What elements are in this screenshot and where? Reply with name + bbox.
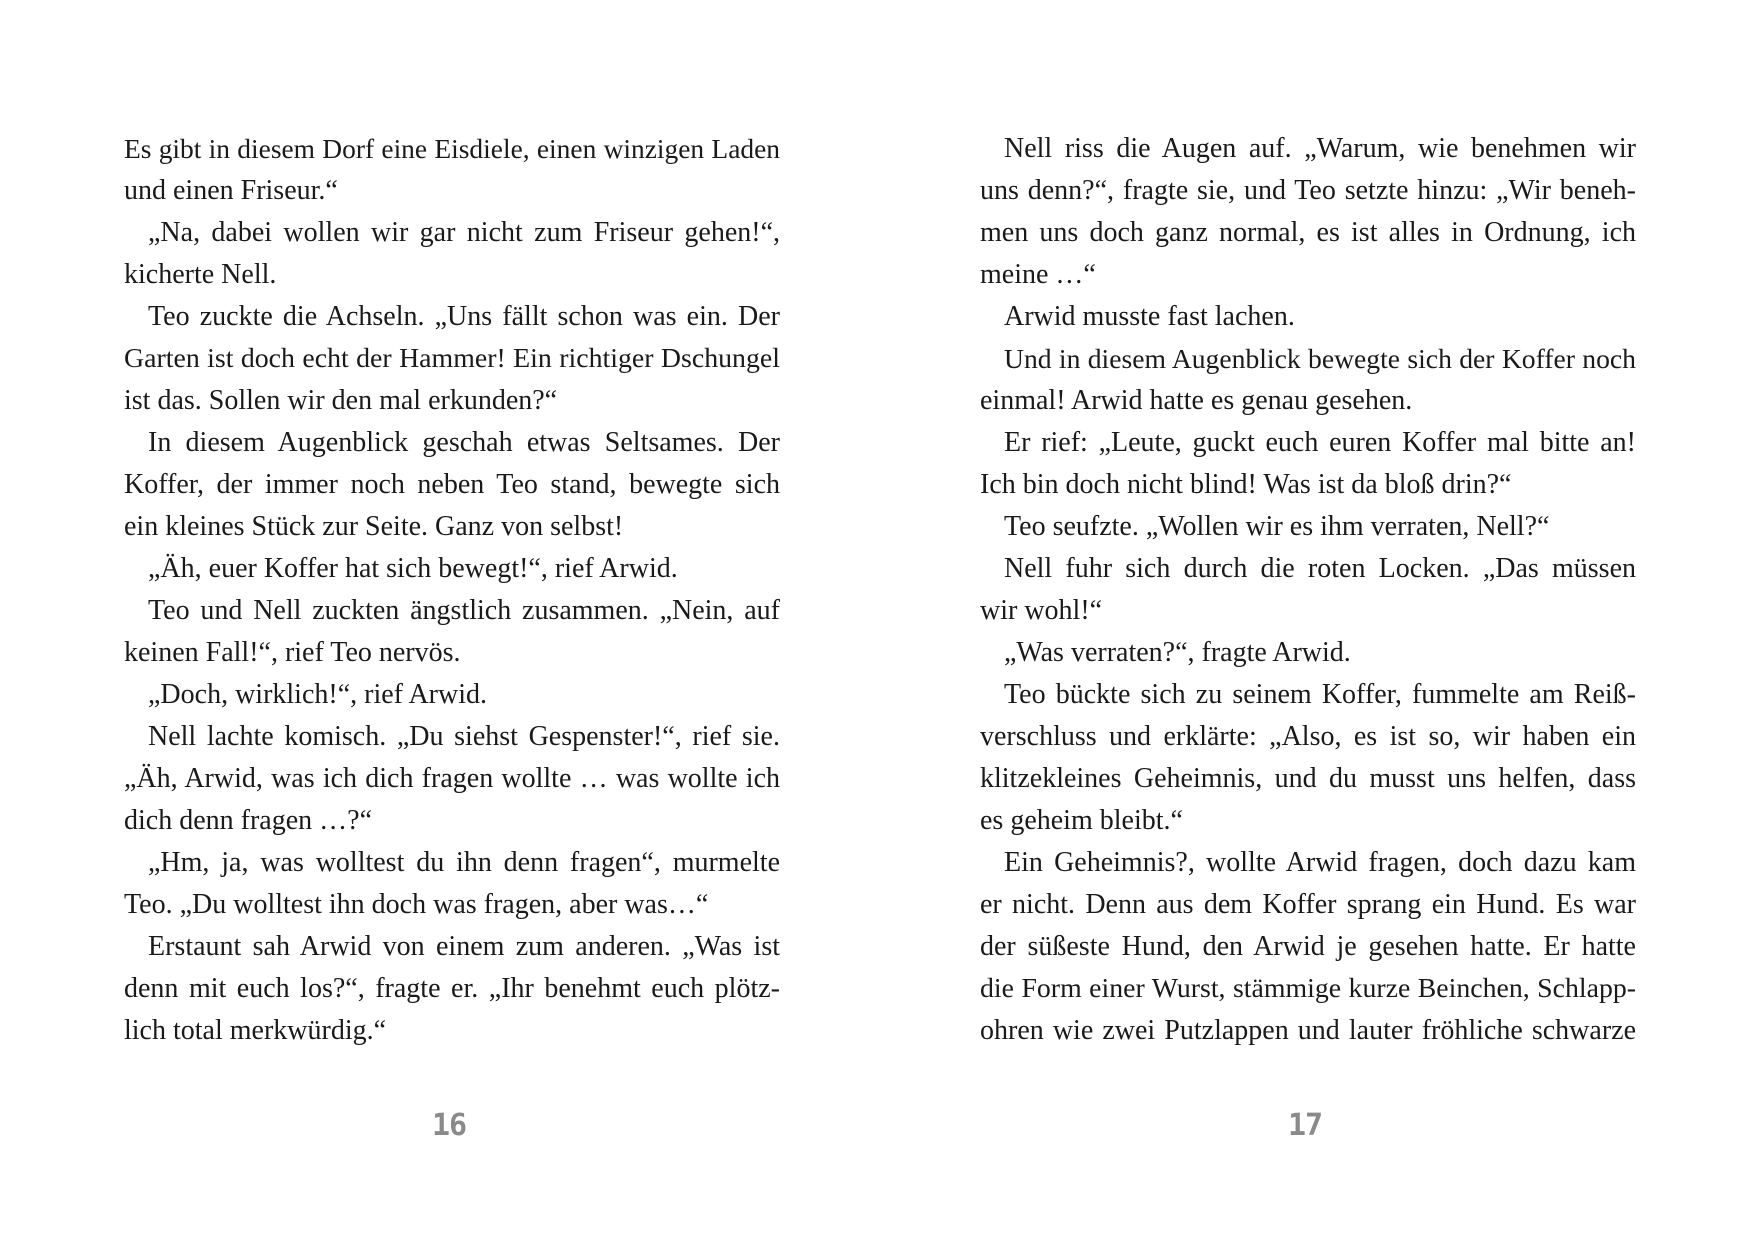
text-line: verschluss und erklärte: „Also, es ist so, wir haben ein bbox=[980, 721, 1636, 752]
text-line: die Form einer Wurst, stämmige kurze Beinchen, Schlapp- bbox=[980, 973, 1636, 1004]
text-line: kicherte Nell. bbox=[124, 259, 277, 290]
text-line: Erstaunt sah Arwid von einem zum anderen. „Was ist bbox=[148, 931, 780, 962]
text-line: Es gibt in diesem Dorf eine Eisdiele, einen winzigen Laden bbox=[124, 134, 780, 164]
text-line: meine …“ bbox=[980, 259, 1096, 290]
text-line: denn mit euch los?“, fragte er. „Ihr benehmt euch plötz- bbox=[124, 973, 780, 1004]
text-line: Nell lachte komisch. „Du siehst Gespenster!“, rief sie. bbox=[148, 721, 780, 752]
right-page-text bbox=[980, 128, 1636, 1052]
left-page-text bbox=[124, 128, 780, 1052]
text-line: Teo zuckte die Achseln. „Uns fällt schon was ein. Der bbox=[148, 301, 780, 332]
text-line: Teo seufzte. „Wollen wir es ihm verraten, Nell?“ bbox=[1004, 511, 1550, 542]
page-number-left: 16 bbox=[431, 1108, 467, 1143]
text-line: wir wohl!“ bbox=[980, 595, 1103, 626]
text-line: „Na, dabei wollen wir gar nicht zum Friseur gehen!“, bbox=[148, 217, 780, 248]
text-line: dich denn fragen …?“ bbox=[124, 805, 372, 836]
text-line: lich total merkwürdig.“ bbox=[124, 1015, 387, 1046]
text-line: und einen Friseur.“ bbox=[124, 175, 338, 206]
text-line: „Hm, ja, was wolltest du ihn denn fragen“, murmelte bbox=[148, 847, 780, 878]
text-line: In diesem Augenblick geschah etwas Seltsames. Der bbox=[148, 427, 780, 458]
text-line: „Doch, wirklich!“, rief Arwid. bbox=[148, 679, 487, 710]
text-line: Teo bückte sich zu seinem Koffer, fummelte am Reiß- bbox=[1004, 679, 1636, 710]
text-line: Koffer, der immer noch neben Teo stand, bewegte sich bbox=[124, 469, 780, 500]
text-line: der süßeste Hund, den Arwid je gesehen hatte. Er hatte bbox=[980, 931, 1636, 962]
text-line: „Äh, Arwid, was ich dich fragen wollte … was wollte ich bbox=[124, 763, 780, 794]
text-line: Nell fuhr sich durch die roten Locken. „Das müssen bbox=[1004, 553, 1636, 584]
text-line: Arwid musste fast lachen. bbox=[1004, 301, 1295, 332]
text-line: Teo. „Du wolltest ihn doch was fragen, aber was…“ bbox=[124, 889, 709, 920]
text-line: klitzekleines Geheimnis, und du musst uns helfen, dass bbox=[980, 763, 1636, 794]
text-line: Ich bin doch nicht blind! Was ist da bloß drin?“ bbox=[980, 469, 1512, 500]
text-line: Er rief: „Leute, guckt euch euren Koffer mal bitte an! bbox=[1004, 427, 1636, 458]
text-line: Und in diesem Augenblick bewegte sich der Koffer noch bbox=[1004, 343, 1636, 374]
text-line: Ein Geheimnis?, wollte Arwid fragen, doch dazu kam bbox=[1004, 847, 1636, 878]
text-line: keinen Fall!“, rief Teo nervös. bbox=[124, 637, 461, 668]
text-line: Nell riss die Augen auf. „Warum, wie benehmen wir bbox=[1004, 133, 1636, 164]
page-number-right: 17 bbox=[1287, 1108, 1323, 1143]
text-line: er nicht. Denn aus dem Koffer sprang ein Hund. Es war bbox=[980, 889, 1636, 920]
text-line: ist das. Sollen wir den mal erkunden?“ bbox=[124, 385, 558, 416]
text-line: men uns doch ganz normal, es ist alles in Ordnung, ich bbox=[980, 217, 1636, 248]
text-line: Teo und Nell zuckten ängstlich zusammen. „Nein, auf bbox=[148, 595, 780, 626]
text-line: „Was verraten?“, fragte Arwid. bbox=[1004, 637, 1351, 668]
text-line: ohren wie zwei Putzlappen und lauter fröhliche schwarze bbox=[980, 1015, 1636, 1046]
text-line: „Äh, euer Koffer hat sich bewegt!“, rief Arwid. bbox=[148, 553, 678, 584]
text-line: einmal! Arwid hatte es genau gesehen. bbox=[980, 385, 1413, 416]
text-line: Garten ist doch echt der Hammer! Ein richtiger Dschungel bbox=[124, 343, 780, 374]
text-line: es geheim bleibt.“ bbox=[980, 805, 1183, 836]
text-line: ein kleines Stück zur Seite. Ganz von selbst! bbox=[124, 511, 624, 542]
text-line: uns denn?“, fragte sie, und Teo setzte hinzu: „Wir beneh- bbox=[980, 175, 1636, 206]
